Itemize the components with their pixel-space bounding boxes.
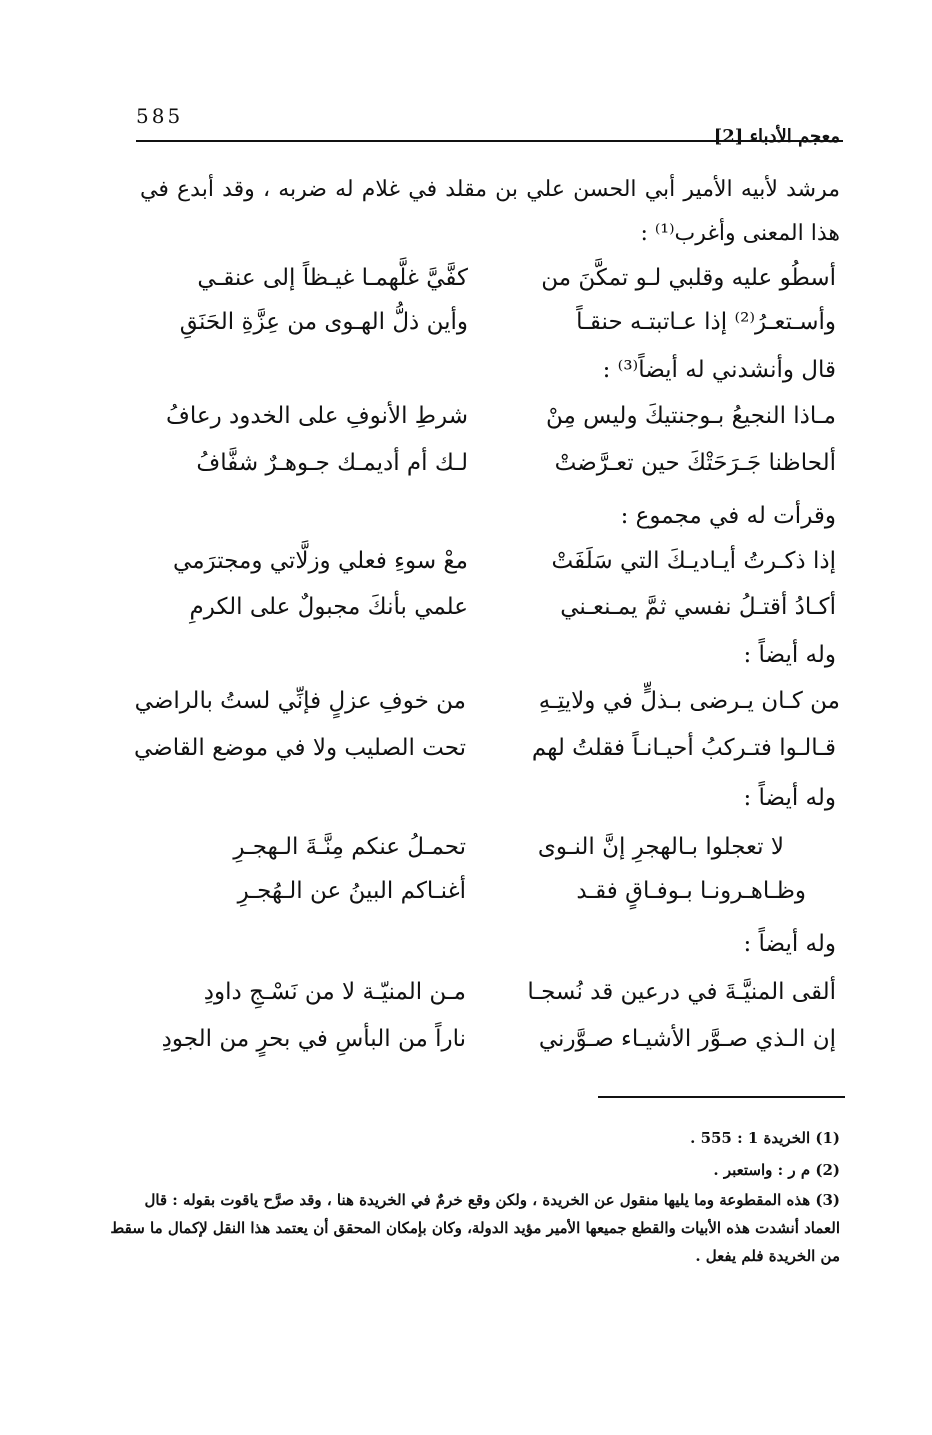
footnote-1: (1) الخريدة 1 : 555 .	[690, 1129, 840, 1147]
verse-4-second-hemistich: لـك أم أديمـك جـوهـرٌ شفَّافُ	[196, 450, 468, 476]
verse-6-first-hemistich: أكـادُ أقتـلُ نفسي ثمَّ يمـنعـني	[560, 594, 836, 620]
verse-3-first-hemistich: مـاذا النجيعُ بـوجنتيكَ وليس مِنْ	[546, 403, 836, 429]
verse-5-second-hemistich: معْ سوءِ فعلي وزلَّاتي ومجترَمي	[173, 548, 468, 574]
verse-10-second-hemistich: أغنـاكم البينُ عن الـهُجـرِ	[237, 878, 466, 904]
footnote-3: (3) هذه المقطوعة وما يليها منقول عن الخريدة ، ولكن وقع خرمٌ في الخريدة هنا ، وقد صرَّح ياقوت بقوله : قال العماد أنشدت هذه الأبيات والقطع جميعها الأمير مؤيد الدولة، وكان بإمكان المحقق أن يعتمد هذا النقل لإكمال ما سقط من الخريدة فلم يفعل .	[110, 1191, 840, 1265]
verse-7-first-hemistich: من كـان يـرضى بـذلٍّ في ولايتِـهِ	[538, 688, 840, 714]
poem-intro-label: قال وأنشدني له أيضاً⁽³⁾ :	[602, 357, 836, 383]
poem-intro-label: وله أيضاً :	[743, 931, 836, 957]
verse-1-second-hemistich: كفَّيَّ غلَّهمـا غيـظاً إلى عنقـي	[197, 265, 468, 291]
verse-10-first-hemistich: وظـاهـرونـا بـوفـاقٍ فقـد	[576, 878, 806, 904]
verse-4-first-hemistich: ألحاظنا جَـرَحَتْكَ حين تعـرَّضتْ	[554, 450, 836, 476]
verse-6-second-hemistich: علمي بأنكَ مجبولٌ على الكرمِ	[189, 594, 468, 620]
verse-2-second-hemistich: وأين ذلُّ الهـوى من عِزَّةِ الحَنَقِ	[179, 309, 468, 335]
verse-11-first-hemistich: ألقى المنيَّـةَ في درعين قد نُسجـا	[527, 979, 836, 1005]
verse-9-first-hemistich: لا تعجلوا بـالهجرِ إنَّ النـوى	[537, 834, 784, 860]
verse-8-second-hemistich: تحت الصليب ولا في موضع القاضي	[134, 735, 466, 761]
running-header-title: معجم الأدباء [2]	[713, 126, 840, 147]
verse-1-first-hemistich: أسطُو عليه وقلبي لـو تمكَّنَ من	[541, 265, 836, 291]
verse-7-second-hemistich: من خوفِ عزلٍ فإنِّي لستُ بالراضي	[134, 688, 466, 714]
poem-intro-label: وله أيضاً :	[743, 785, 836, 811]
verse-8-first-hemistich: قـالـوا فتـركبُ أحيـانـاً فقلتُ لهم	[531, 735, 836, 761]
verse-12-second-hemistich: ناراً من البأسِ في بحرٍ من الجودِ	[161, 1026, 466, 1052]
verse-11-second-hemistich: مـن المنيّـة لا من نَسْـجِ داودِ	[203, 979, 466, 1005]
intro-paragraph: مرشد لأبيه الأمير أبي الحسن علي بن مقلد في غلام له ضربه ، وقد أبدع في هذا المعنى وأغرب⁽¹⁾ :	[140, 177, 840, 246]
poem-intro-label: وقرأت له في مجموع :	[620, 503, 836, 529]
footnote-2: (2) م ر : واستعبر .	[713, 1161, 840, 1179]
verse-3-second-hemistich: شرطِ الأنوفِ على الخدود رعافُ	[166, 403, 468, 429]
verse-2-first-hemistich: وأسـتعـرُ⁽²⁾ إذا عـاتبتـه حنقـاً	[576, 309, 836, 335]
verse-12-first-hemistich: إن الـذي صـوَّر الأشيـاء صـوَّرني	[538, 1026, 836, 1052]
footnote-rule	[598, 1096, 845, 1098]
verse-5-first-hemistich: إذا ذكـرتُ أيـاديـكَ التي سَلَفَتْ	[551, 548, 836, 574]
page-number: 585	[136, 104, 184, 128]
header-rule	[136, 140, 843, 142]
verse-9-second-hemistich: تحمـلُ عنكم مِنَّـةَ الـهجـرِ	[233, 834, 466, 860]
poem-intro-label: وله أيضاً :	[743, 642, 836, 668]
